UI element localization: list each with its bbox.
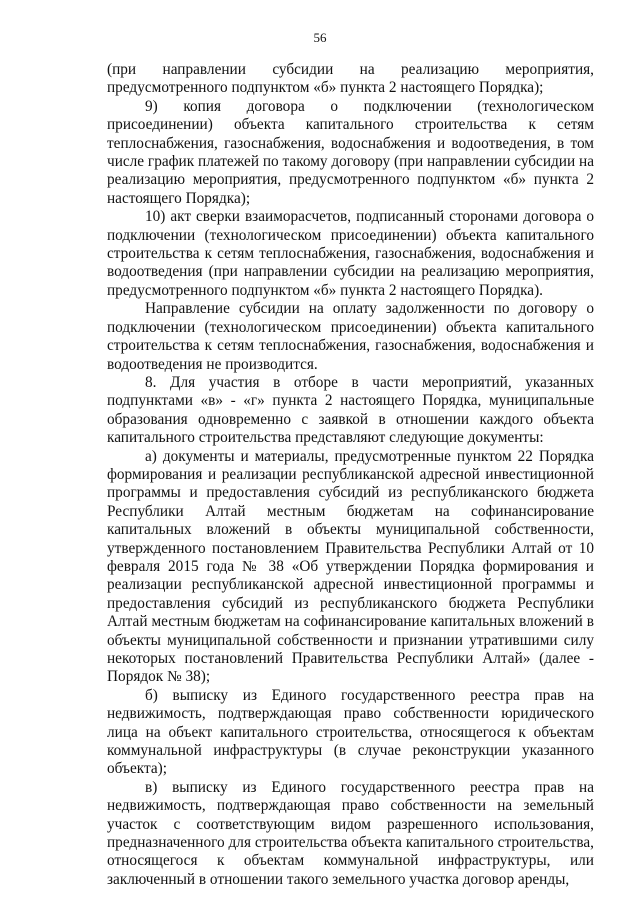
paragraph-item-10: 10) акт сверки взаиморасчетов, подписанный сторонами договора о подключении (технологическом присоединении) объекта капитального строительства к сетям теплоснабжения, газоснабжения, водоснабжения и водоотведения (при направлении субсидии на реализацию мероприятия, предусмотренного подпунктом «б» пункта 2 настоящего Порядка). [107,208,594,299]
paragraph-item-a: а) документы и материалы, предусмотренные пунктом 22 Порядка формирования и реализации республиканской адресной инвестиционной программы и предоставления субсидий из республиканского бюджета Республики Алтай местным бюджетам на софинансирование капитальных вложений в объекты муниципальной собственности, утвержденного постановлением Правительства Республики Алтай от 10 февраля 2015 года № 38 «Об утверждении Порядка формирования и реализации республиканской адресной инвестиционной программы и предоставления субсидий из республиканского бюджета Республики Алтай местным бюджетам на софинансирование капитальных вложений в объекты муниципальной собственности и признании утратившими силу некоторых постановлений Правительства Республики Алтай» (далее - Порядок № 38); [107,447,594,686]
paragraph-continuation: (при направлении субсидии на реализацию мероприятия, предусмотренного подпунктом «б» пункта 2 настоящего Порядка); [107,61,594,97]
page-number: 56 [313,30,327,45]
paragraph-no-debt-payment: Направление субсидии на оплату задолженности по договору о подключении (технологическом присоединении) объекта капитального строительства к сетям теплоснабжения, газоснабжения, водоснабжения и водоотведения не производится. [107,300,594,373]
document-text [107,61,594,889]
paragraph-section-8: 8. Для участия в отборе в части мероприятий, указанных подпунктами «в» - «г» пункта 2 настоящего Порядка, муниципальные образования одновременно с заявкой в отношении каждого объекта капитального строительства представляют следующие документы: [107,373,594,447]
paragraph-item-b: б) выписку из Единого государственного реестра прав на недвижимость, подтверждающая право собственности юридического лица на объект капитального строительства, относящегося к объектам коммунальной инфраструктуры (в случае реконструкции указанного объекта); [107,686,594,778]
paragraph-item-9: 9) копия договора о подключении (технологическом присоединении) объекта капитального строительства к сетям теплоснабжения, газоснабжения, водоснабжения и водоотведения, в том числе график платежей по такому договору (при направлении субсидии на реализацию мероприятия, предусмотренного подпунктом «б» пункта 2 настоящего Порядка); [107,97,594,207]
paragraph-item-v: в) выписку из Единого государственного реестра прав на недвижимость, подтверждающая право собственности на земельный участок с соответствующим видом разрешенного использования, предназначенного для строительства объекта капитального строительства, относящегося к объектам коммунальной инфраструктуры, или заключенный в отношении такого земельного участка договор аренды, [107,778,594,888]
